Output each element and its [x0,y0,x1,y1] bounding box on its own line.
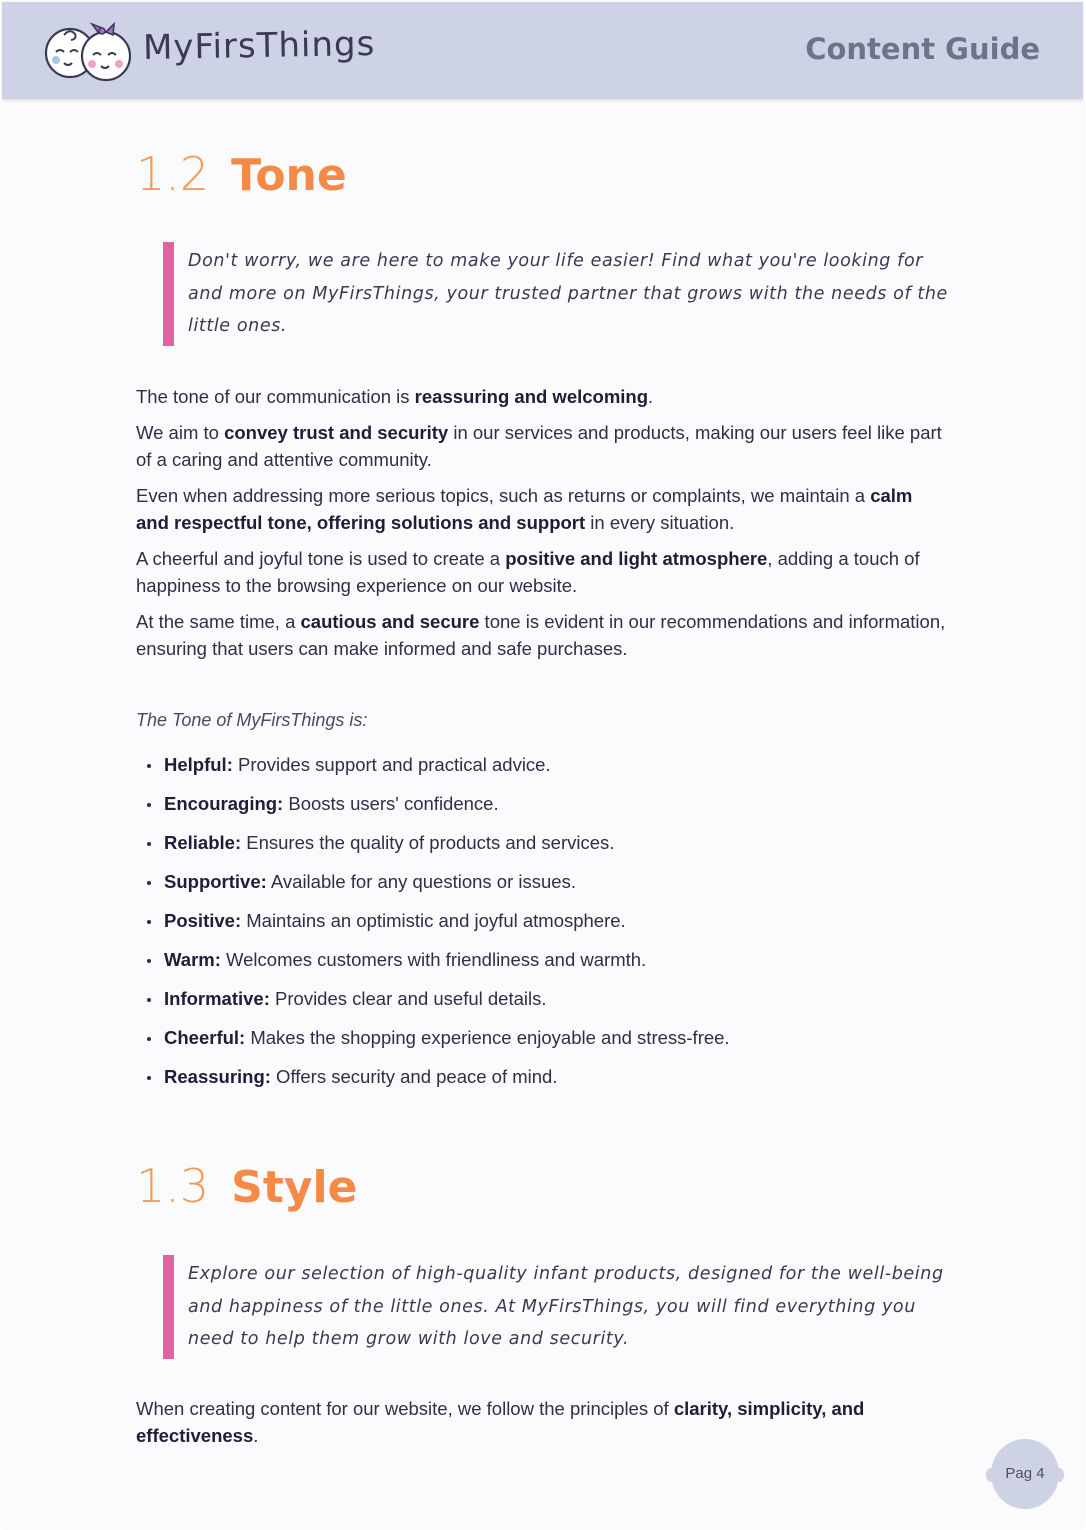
list-item: Warm: Welcomes customers with friendliness and warmth. [136,945,730,984]
section-heading-style [136,1159,357,1219]
page-number-badge [991,1439,1059,1509]
list-item: Reliable: Ensures the quality of products and services. [136,828,730,867]
section-number: 1.3 [136,1159,210,1213]
list-item: Reassuring: Offers security and peace of mind. [136,1062,730,1101]
list-item: Positive: Maintains an optimistic and joyful atmosphere. [136,906,730,945]
list-item: Helpful: Provides support and practical advice. [136,750,730,789]
section-number: 1.2 [136,147,210,201]
twin-babies-logo-icon [42,18,134,84]
document-page [2,2,1083,1528]
tone-trait-list [136,750,730,1101]
section-heading-tone [136,147,347,207]
page-number: Pag 4 [1005,1465,1045,1482]
list-item: Cheerful: Makes the shopping experience enjoyable and stress-free. [136,1023,730,1062]
tone-paragraph-1: The tone of our communication is reassuring and welcoming. [136,386,654,407]
tone-quote: Don't worry, we are here to make your life easier! Find what you're looking for and more on MyFirsThings, your trusted partner that grows with the needs of the little ones. [163,242,958,346]
header-title: Content Guide [805,32,1040,66]
style-paragraph: When creating content for our website, we follow the principles of clarity, simplicity, and effectiveness. [136,1398,865,1446]
page-header [2,2,1083,99]
tone-paragraph-5: At the same time, a cautious and secure tone is evident in our recommendations and information, ensuring that users can make informed and safe purchases. [136,611,946,659]
list-item: Encouraging: Boosts users' confidence. [136,789,730,828]
tone-paragraph-4: A cheerful and joyful tone is used to create a positive and light atmosphere, adding a touch of happiness to the browsing experience on our website. [136,548,920,596]
tone-paragraph-3: Even when addressing more serious topics, such as returns or complaints, we maintain a calm and respectful tone, offering solutions and support in every situation. [136,485,913,533]
list-item: Informative: Provides clear and useful details. [136,984,730,1023]
style-quote: Explore our selection of high-quality infant products, designed for the well-being and happiness of the little ones. At MyFirsThings, you will find everything you need to help them grow with love and security. [163,1255,958,1359]
section-title: Style [231,1162,358,1213]
tone-paragraph-2: We aim to convey trust and security in our services and products, making our users feel like part of a caring and attentive community. [136,422,942,470]
list-item: Supportive: Available for any questions or issues. [136,867,730,906]
brand-wordmark: MyFirsThings [142,23,376,69]
trait-list-intro: The Tone of MyFirsThings is: [136,710,368,730]
section-title: Tone [231,150,347,201]
